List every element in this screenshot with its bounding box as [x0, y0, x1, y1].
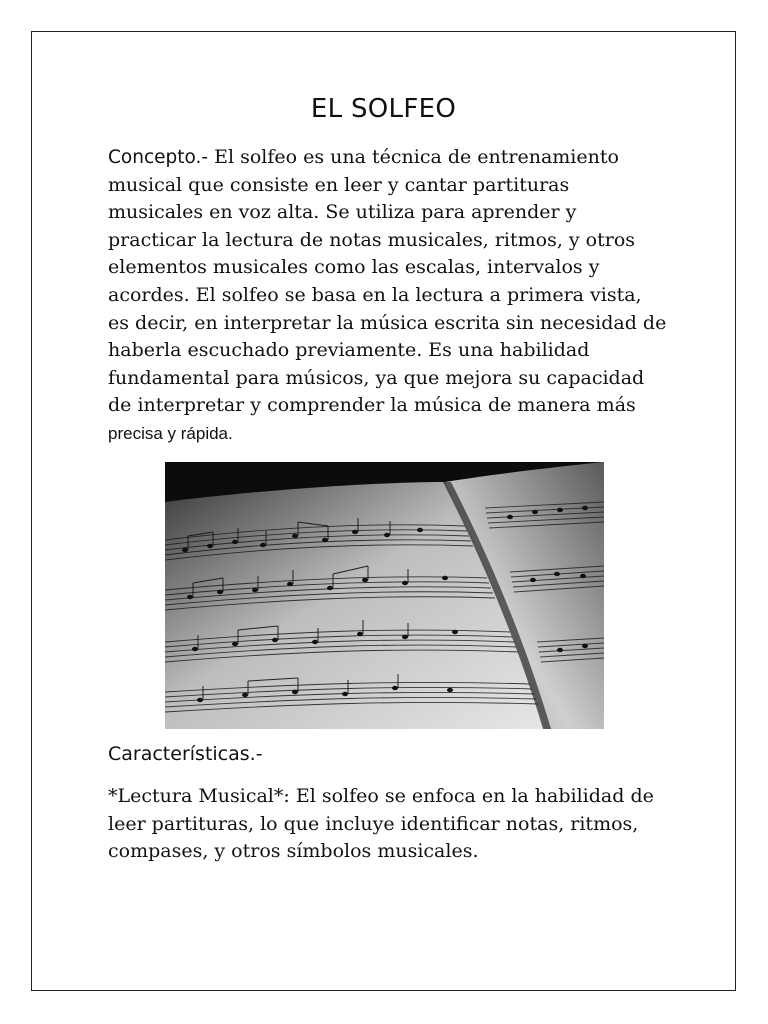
- concept-tail: precisa y rápida.: [108, 423, 233, 443]
- characteristic-paragraph: *Lectura Musical*: El solfeo se enfoca en la habilidad de leer partituras, lo que incluye identificar notas, ritmos, compases, y otros símbolos musicales.: [108, 785, 654, 863]
- characteristics-heading: Características.-: [108, 743, 263, 765]
- sheet-music-illustration: [165, 462, 604, 729]
- sheet-music-photo: [165, 462, 604, 729]
- page-title: EL SOLFEO: [310, 94, 457, 124]
- document-page: [31, 31, 736, 991]
- concept-text: El solfeo es una técnica de entrenamiento musical que consiste en leer y cantar partituras musicales en voz alta. Se utiliza para aprender y practicar la lectura de notas musicales, ritmos, y otros elementos musicales como las escalas, intervalos y acordes. El solfeo se basa en la lectura a primera vista, es decir, en interpretar la música escrita sin necesidad de haberla escuchado previamente. Es una habilidad fundamental para músicos, ya que mejora su capacidad de interpretar y comprender la música de manera más: [108, 146, 667, 417]
- concept-paragraph: [108, 144, 668, 448]
- concept-label: Concepto.-: [108, 147, 209, 168]
